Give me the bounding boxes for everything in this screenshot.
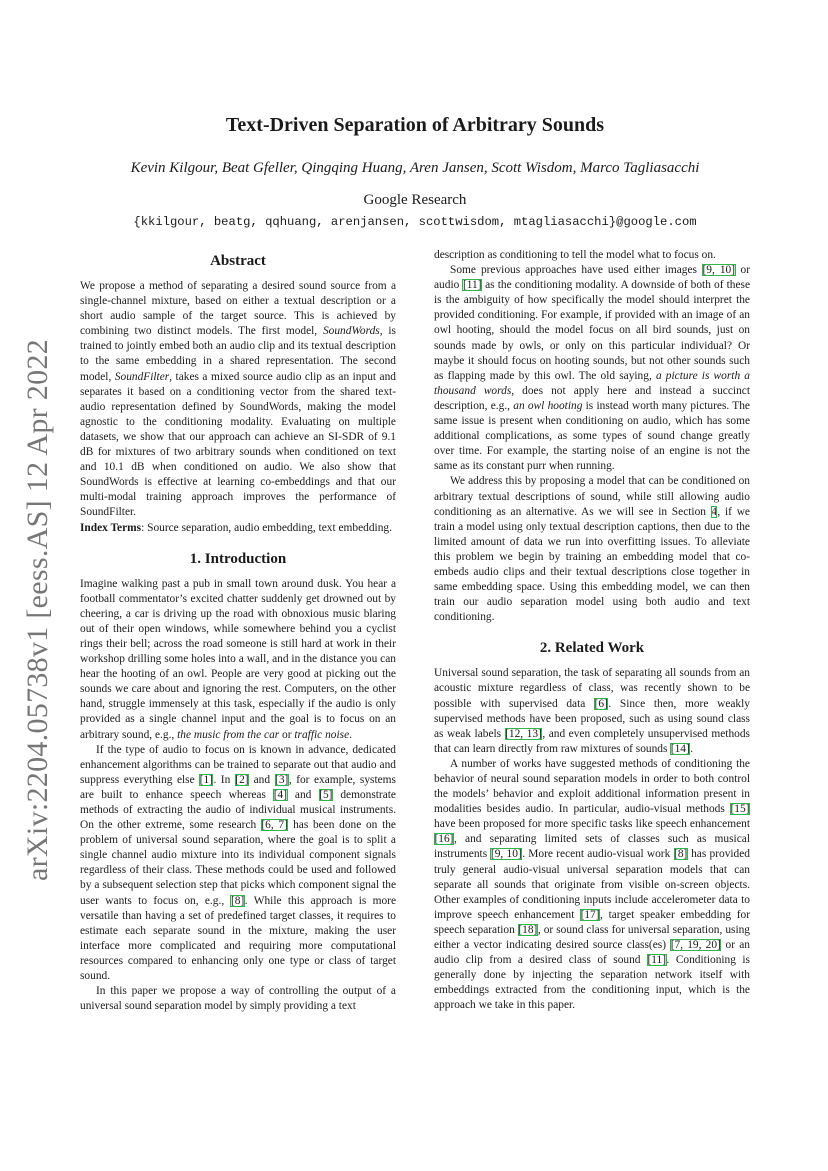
right-column	[434, 248, 750, 1014]
citation-link[interactable]: [3]	[275, 773, 289, 786]
citation-link[interactable]: [6]	[594, 697, 608, 710]
intro-paragraph-5: We address this by proposing a model that can be conditioned on arbitrary textual descriptions of sound, while still allowing audio conditioning as an alternative. As we will see in Section 4, if we train a model using only textual description captions, then due to the limited amount of data we run into overfitting issues. To alleviate this problem we begin by training an embedding model that co-embeds audio clips and their textual descriptions close together in same embedding space. Using this embedding model, we can then train our audio separation model using both audio and text conditioning.	[434, 475, 750, 624]
citation-link[interactable]: [18]	[518, 923, 538, 936]
citation-link[interactable]: [7, 19, 20]	[670, 939, 721, 952]
author-emails: {kkilgour, beatg, qqhuang, arenjansen, scottwisdom, mtagliasacchi}@google.com	[133, 215, 697, 229]
intro-paragraph-1: Imagine walking past a pub in small town around dusk. You hear a football commentator’s excited chatter suddenly get drowned out by cheering, a car is driving up the road with obnoxious music blaring out of their open windows, while somewhere behind you a cyclist rings their bell; across the road someone is still hard at work in their workshop drilling some holes into a wall, and in the distance you can hear the hooting of an owl. People are very good at picking out the sounds we care about and ignoring the rest. Computers, on the other hand, struggle immensely at this task, especially if the audio is only provided as a single channel input and the goal is to focus on an arbitrary sound, e.g., the music from the car or traffic noise.	[80, 577, 396, 741]
citation-link[interactable]: [2]	[235, 773, 249, 786]
intro-paragraph-4: Some previous approaches have used either images [9, 10] or audio [11] as the conditioning modality. A downside of both of these is the ambiguity of how specifically the model should interpret the provided conditioning. For example, if provided with an image of an owl hooting, should the model focus on all bird sounds, just on sounds made by owls, or only on this particular individual? Or maybe it should focus on hooting sounds, but not other sounds such as flapping made by this owl. The old saying, a picture is worth a thousand words, does not apply here and instead a succinct description, e.g., an owl hooting is instead worth many pictures. The same issue is present when conditioning on audio, which has some additional complications, as some types of sound change greatly over time. For example, the starting noise of an engine is not the same as its constant purr when running.	[434, 264, 751, 473]
arxiv-identifier: arXiv:2204.05738v1 [eess.AS] 12 Apr 2022	[21, 339, 55, 881]
intro-paragraph-3: In this paper we propose a way of controlling the output of a universal sound separation model by simply providing a text	[80, 985, 396, 1013]
paper-header	[80, 112, 750, 232]
citation-link[interactable]: [1]	[199, 773, 213, 786]
abstract-heading: Abstract	[210, 253, 266, 269]
paper-title: Text-Driven Separation of Arbitrary Sounds	[225, 114, 605, 136]
citation-link[interactable]: [8]	[674, 848, 688, 861]
citation-link[interactable]: [17]	[580, 908, 600, 921]
intro-paragraph-2: If the type of audio to focus on is known in advance, dedicated enhancement algorithms can be trained to separate out that audio and suppress everything else [1]. In [2] and [3], for example, systems are built to enhance speech whereas [4] and [5] demonstrate methods of extracting the audio of individual musical instruments. On the other extreme, some research [6, 7] has been done on the problem of universal sound separation, where the goal is to split a single channel audio mixture into its individual component signals regardless of their class. These methods could be used and followed by a subsequent selection step that picks which component signal the user wants to focus on, e.g., [8]. While this approach is more versatile than having a set of predefined target classes, it requires to estimate each separate sound in the mixture, making the user interface more complicated and requiring more computational resources compared to enhancing only one type or class of target sound.	[80, 743, 397, 983]
related-paragraph-1: Universal sound separation, the task of separating all sounds from an acoustic mixture regardless of class, was recently shown to be possible with supervised data [6]. Since then, more weakly supervised methods have been proposed, such as using sound class as weak labels [12, 13], and even completely unsupervised methods that can learn directly from raw mixtures of sounds [14].	[434, 667, 750, 755]
citation-link[interactable]: [12, 13]	[505, 727, 542, 740]
abstract-text: We propose a method of separating a desired sound source from a single-channel mixture, based on either a textual description or a short audio sample of the target source. This is achieved by combining two distinct models. The first model, SoundWords, is trained to jointly embed both an audio clip and its textual description to the same embedding in a shared representation. The second model, SoundFilter, takes a mixed source audio clip as an input and separates it based on a conditioning vector from the shared text-audio representation defined by SoundWords, making the model agnostic to the conditioning modality. Evaluating on multiple datasets, we show that our approach can achieve an SI-SDR of 9.1 dB for mixtures of two arbitrary sounds when conditioned on text and 10.1 dB when conditioned on audio. We also show that SoundWords is effective at learning co-embeddings and that our multi-modal training approach improves the performance of SoundFilter.	[80, 280, 396, 519]
citation-link[interactable]: [9, 10]	[490, 848, 522, 861]
section-introduction-heading: 1. Introduction	[189, 550, 287, 567]
citation-link[interactable]: [8]	[230, 894, 245, 907]
citation-link[interactable]: [15]	[730, 803, 750, 816]
left-column	[80, 248, 396, 1014]
citation-link[interactable]: [9, 10]	[702, 264, 736, 277]
citation-link[interactable]: [11]	[462, 279, 482, 292]
citation-link[interactable]: [6, 7]	[261, 819, 288, 832]
citation-link[interactable]: [16]	[434, 833, 454, 846]
citation-link[interactable]: [4]	[273, 788, 288, 801]
index-terms: Index Terms: Source separation, audio embedding, text embedding.	[80, 521, 392, 534]
related-paragraph-2: A number of works have suggested methods of conditioning the behavior of neural sound separation models in order to both control the models’ behavior and exploit additional information present in modalities besides audio. In particular, audio-visual methods [15] have been proposed for more specific tasks like speech enhancement [16], and separating limited sets of classes such as musical instruments [9, 10]. More recent audio-visual work [8] has provided truly general audio-visual universal separation models that can separate all sounds that originate from visible on-screen objects. Other examples of conditioning inputs include accelerometer data to improve speech enhancement [17], target speaker embedding for speech separation [18], or sound class for universal separation, using either a vector indicating desired source class(es) [7, 19, 20] or an audio clip from a desired class of sound [11]. Conditioning is generally done by injecting the separation network itself with embeddings extracted from the conditioning input, which is the approach we take in this paper.	[434, 757, 751, 1012]
section-related-work-heading: 2. Related Work	[539, 640, 645, 657]
citation-link[interactable]: [11]	[647, 954, 667, 967]
intro-paragraph-3-continued: description as conditioning to tell the model what to focus on.	[434, 249, 716, 261]
citation-link[interactable]: [5]	[319, 788, 333, 801]
affiliation: Google Research	[363, 192, 467, 208]
author-list: Kevin Kilgour, Beat Gfeller, Qingqing Huang, Aren Jansen, Scott Wisdom, Marco Tagliasacchi	[130, 160, 700, 176]
citation-link[interactable]: [14]	[670, 742, 690, 755]
section-link[interactable]: 4	[711, 505, 717, 518]
